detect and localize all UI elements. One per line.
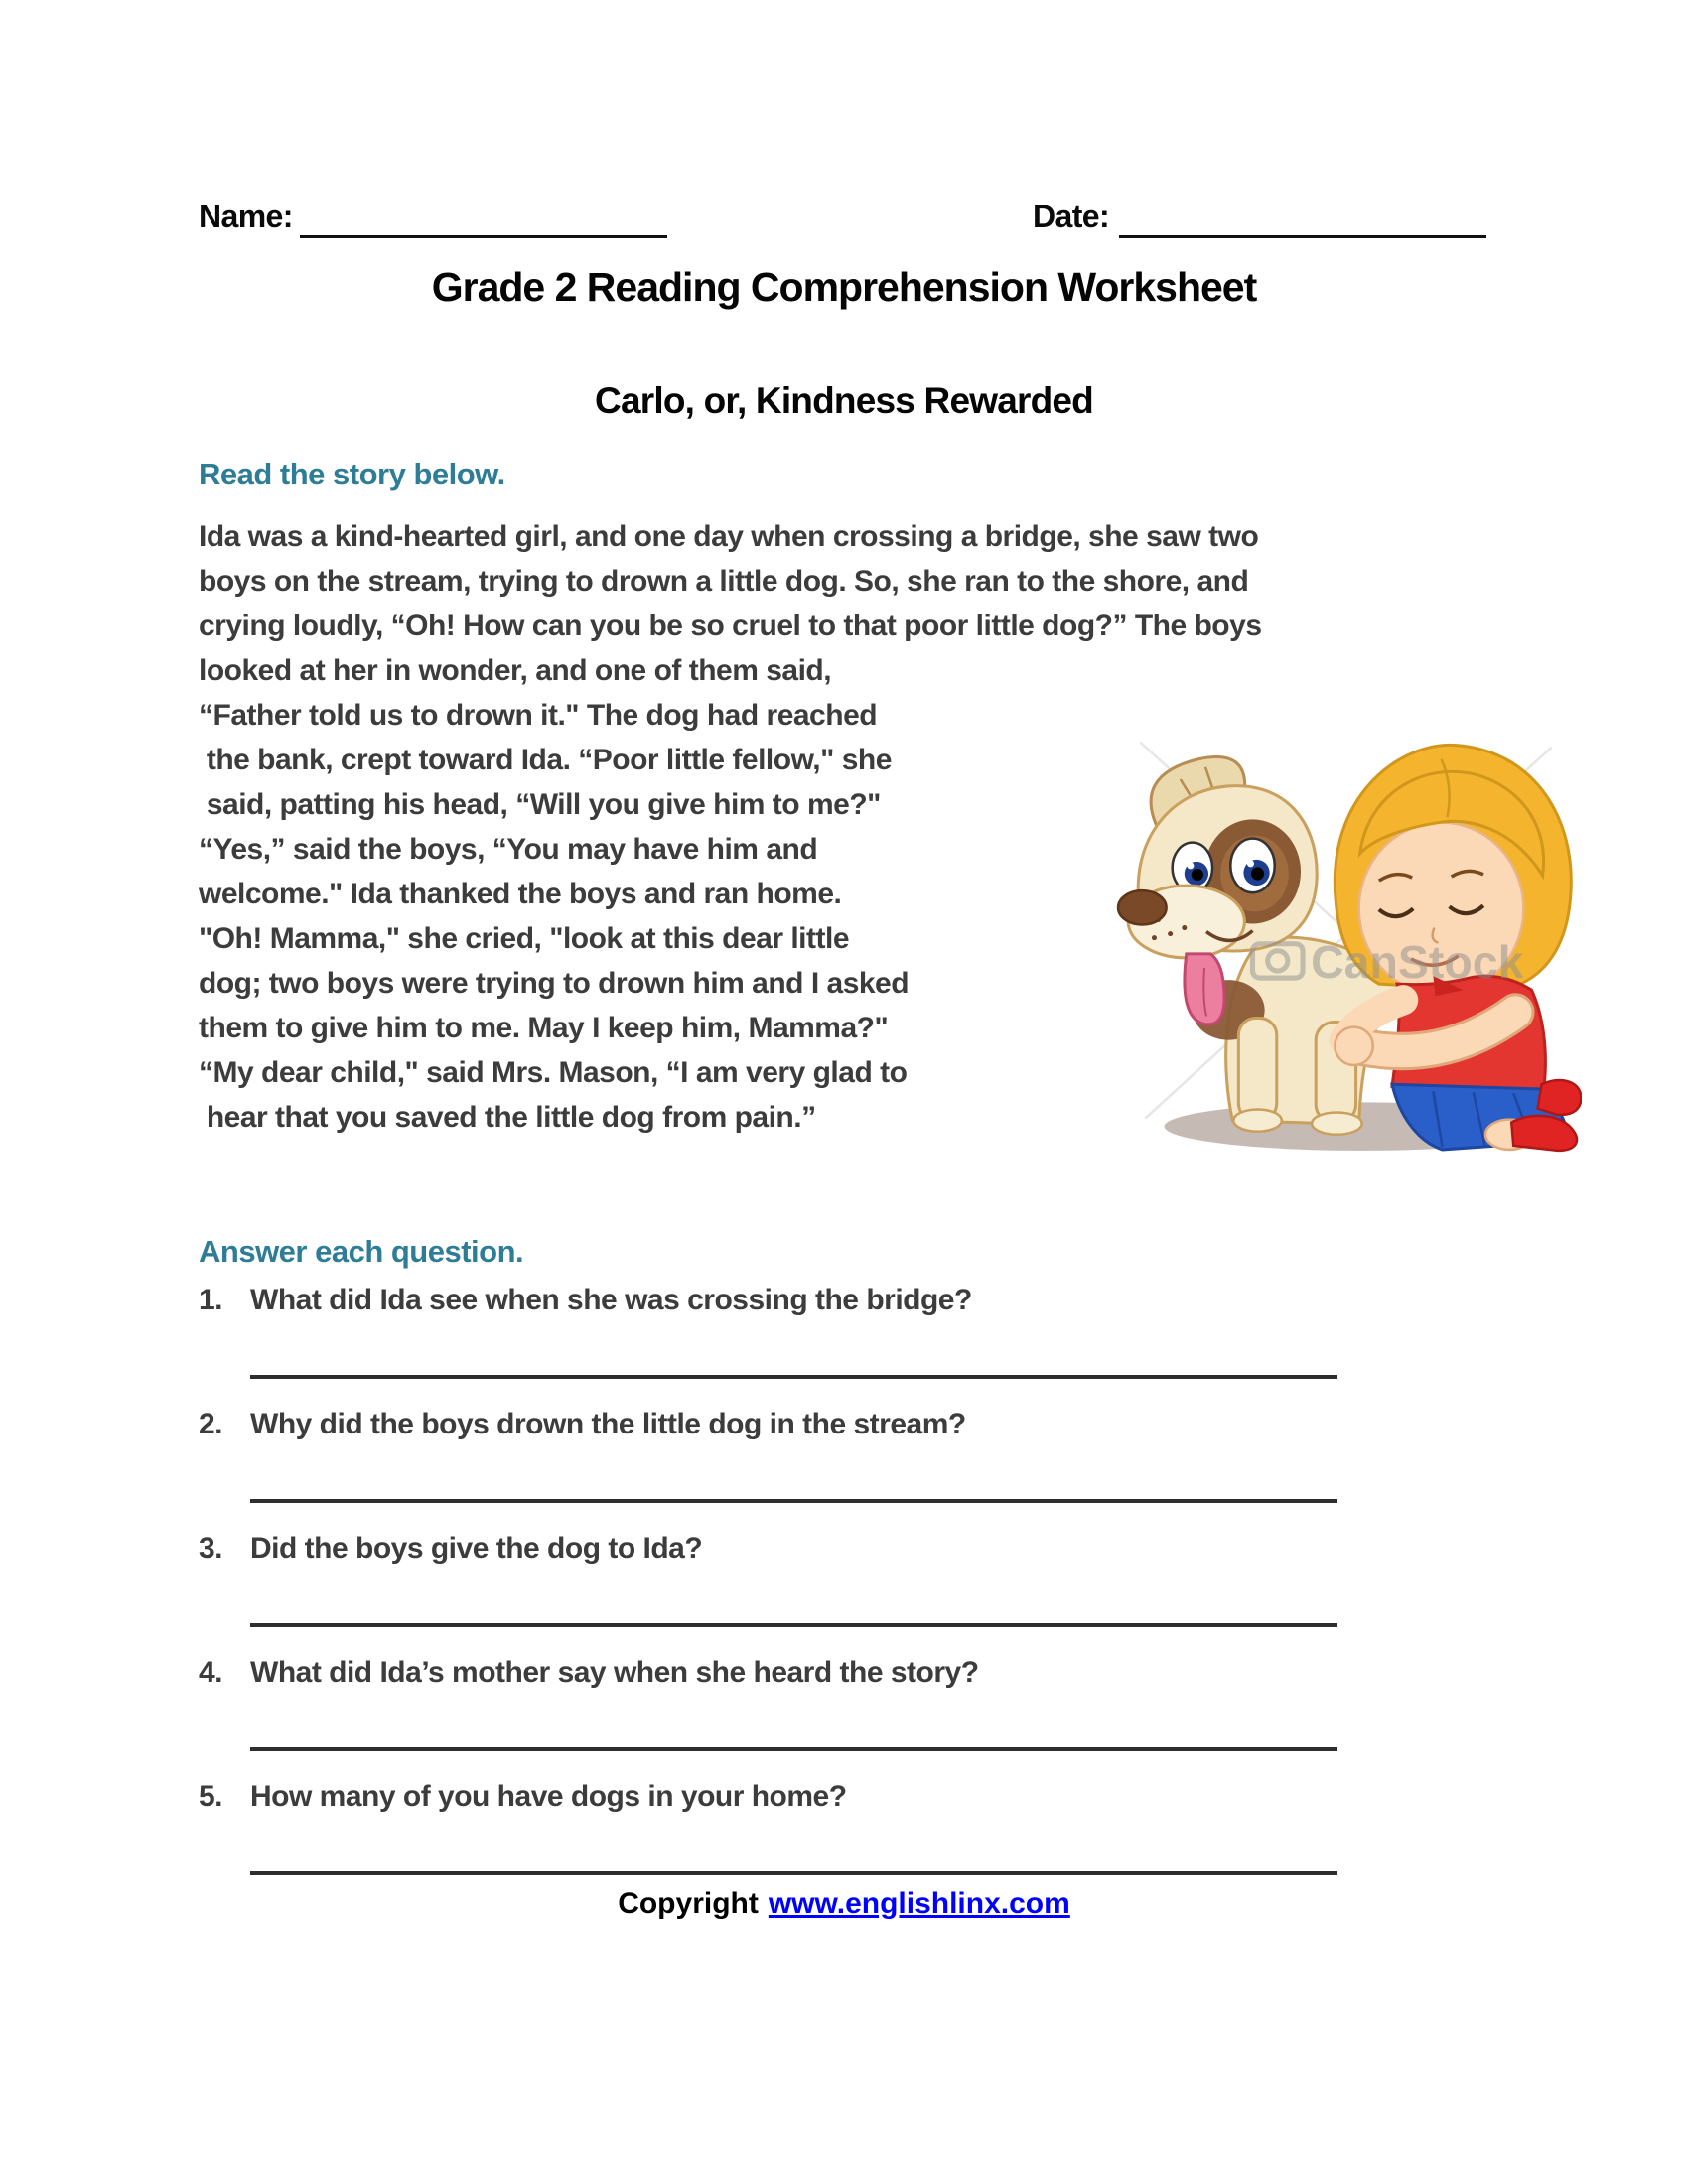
story-heading: Read the story below. bbox=[199, 457, 505, 491]
page-title: Grade 2 Reading Comprehension Worksheet bbox=[431, 264, 1257, 310]
story-line: the bank, crept toward Ida. “Poor little fellow," she bbox=[199, 744, 892, 776]
footer bbox=[0, 1887, 1688, 1921]
name-blank-line bbox=[300, 208, 667, 238]
story-line: boys on the stream, trying to drown a little dog. So, she ran to the shore, and bbox=[199, 565, 1249, 598]
question-number: 5. bbox=[199, 1780, 223, 1813]
story-line: “My dear child," said Mrs. Mason, “I am very glad to bbox=[199, 1056, 908, 1089]
story-line: Ida was a kind-hearted girl, and one day when crossing a bridge, she saw two bbox=[199, 520, 1259, 553]
story-line: said, patting his head, “Will you give him to me?" bbox=[199, 788, 881, 821]
story-line: "Oh! Mamma," she cried, "look at this dear little bbox=[199, 922, 849, 955]
answer-blank-line bbox=[250, 1623, 1337, 1627]
story-line: hear that you saved the little dog from pain.” bbox=[199, 1101, 816, 1134]
copyright-link[interactable]: www.englishlinx.com bbox=[768, 1887, 1070, 1920]
question-text: Did the boys give the dog to Ida? bbox=[250, 1532, 703, 1565]
answer-blank-line bbox=[250, 1747, 1337, 1751]
questions-heading: Answer each question. bbox=[199, 1234, 524, 1269]
question-number: 3. bbox=[199, 1532, 223, 1565]
answer-blank-line bbox=[250, 1871, 1337, 1875]
answer-blank-line bbox=[250, 1375, 1337, 1379]
question-text: Why did the boys drown the little dog in the stream? bbox=[250, 1408, 966, 1440]
story-line: dog; two boys were trying to drown him and I asked bbox=[199, 967, 910, 1000]
svg-text:CanStock: CanStock bbox=[1311, 936, 1524, 989]
question-text: What did Ida see when she was crossing the bridge? bbox=[250, 1284, 972, 1316]
question-number: 4. bbox=[199, 1656, 223, 1689]
date-label: Date: bbox=[1033, 199, 1110, 234]
story-line: looked at her in wonder, and one of them said, bbox=[199, 654, 832, 687]
date-blank-line bbox=[1119, 208, 1486, 238]
story-line: crying loudly, “Oh! How can you be so cruel to that poor little dog?” The boys bbox=[199, 610, 1262, 642]
story-illustration bbox=[1110, 687, 1582, 1159]
question-number: 2. bbox=[199, 1408, 223, 1440]
question-text: How many of you have dogs in your home? bbox=[250, 1780, 847, 1813]
story-line: them to give him to me. May I keep him, Mamma?" bbox=[199, 1012, 889, 1044]
story-line: “Father told us to drown it." The dog had reached bbox=[199, 699, 878, 732]
question-text: What did Ida’s mother say when she heard the story? bbox=[250, 1656, 979, 1689]
worksheet-subtitle: Carlo, or, Kindness Rewarded bbox=[595, 380, 1093, 421]
story-line: welcome." Ida thanked the boys and ran home. bbox=[199, 878, 842, 910]
question-number: 1. bbox=[199, 1284, 223, 1316]
name-label: Name: bbox=[199, 199, 293, 234]
copyright-label: Copyright bbox=[618, 1887, 759, 1920]
story-paragraph bbox=[199, 514, 1262, 1140]
story-line: “Yes,” said the boys, “You may have him and bbox=[199, 833, 818, 866]
answer-blank-line bbox=[250, 1499, 1337, 1503]
